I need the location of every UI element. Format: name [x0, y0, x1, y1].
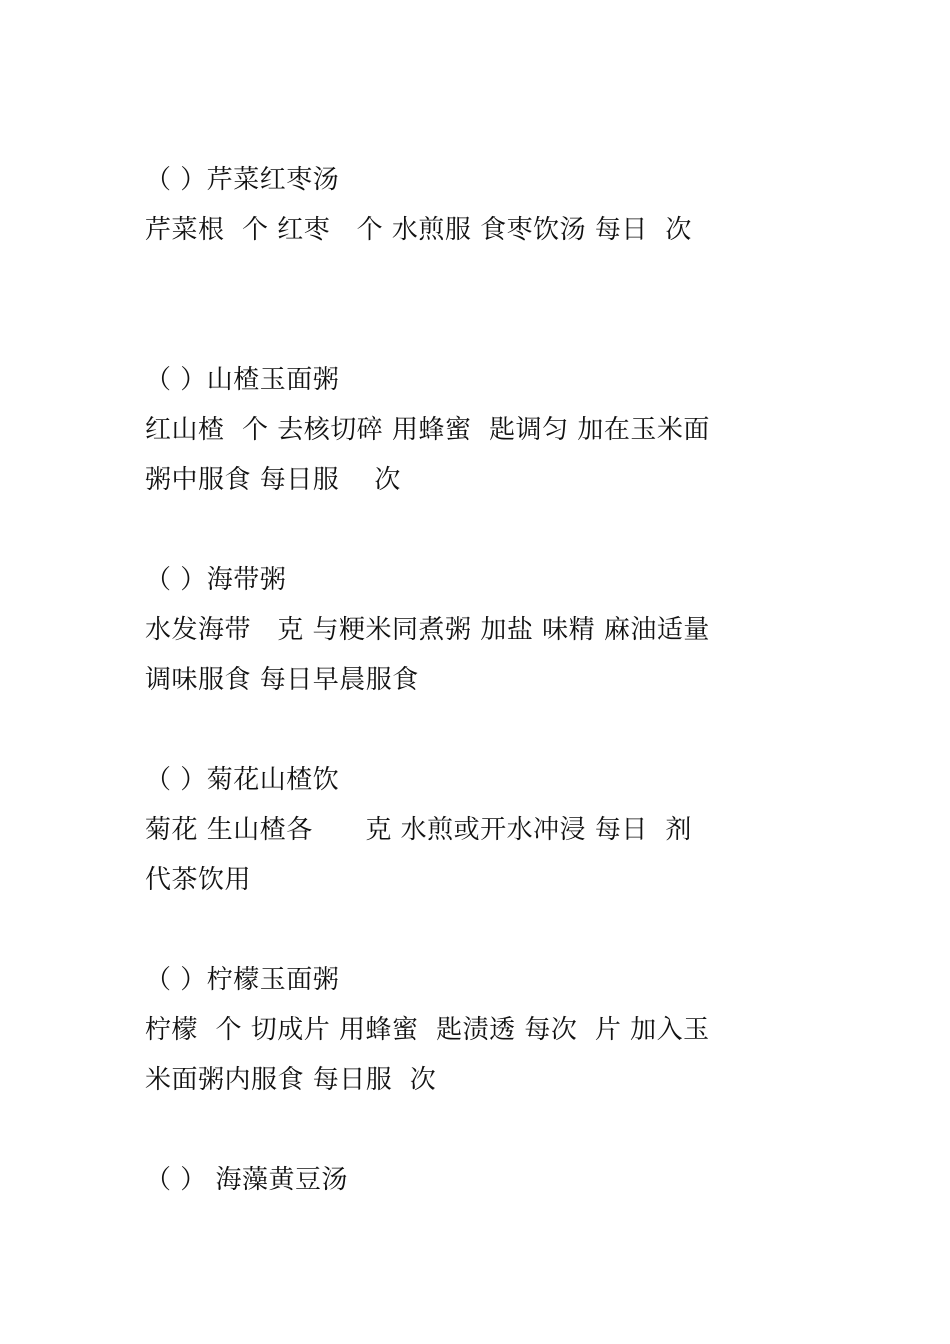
recipe-body-line: 代茶饮用: [145, 865, 278, 895]
recipe-title-kelp-porridge: （ ）海带粥: [145, 565, 304, 595]
recipe-body-line: 调味服食 每日早晨服食: [145, 665, 446, 695]
recipe-title-lemon-cornmeal-porridge: （ ）柠檬玉面粥: [145, 965, 357, 995]
recipe-body-line: 芹菜根 个 红枣 个 水煎服 食枣饮汤 每日 次: [145, 215, 701, 245]
recipe-body-line: 米面粥内服食 每日服 次: [145, 1065, 463, 1095]
recipe-title-hawthorn-cornmeal-porridge: （ ）山楂玉面粥: [145, 365, 357, 395]
recipe-body-line: 菊花 生山楂各 克 水煎或开水冲浸 每日 剂: [145, 815, 701, 845]
recipe-body-line: 红山楂 个 去核切碎 用蜂蜜 匙调匀 加在玉米面: [145, 415, 710, 445]
recipe-title-seaweed-soybean-soup: （ ） 海藻黄豆汤: [145, 1165, 366, 1195]
recipe-title-celery-jujube-soup: （ ）芹菜红枣汤: [145, 165, 357, 195]
recipe-body-line: 柠檬 个 切成片 用蜂蜜 匙渍透 每次 片 加入玉: [145, 1015, 710, 1045]
recipe-title-chrysanthemum-hawthorn-drink: （ ）菊花山楂饮: [145, 765, 357, 795]
recipe-body-line: 水发海带 克 与粳米同煮粥 加盐 味精 麻油适量: [145, 615, 719, 645]
recipe-body-line: 粥中服食 每日服 次: [145, 465, 428, 495]
